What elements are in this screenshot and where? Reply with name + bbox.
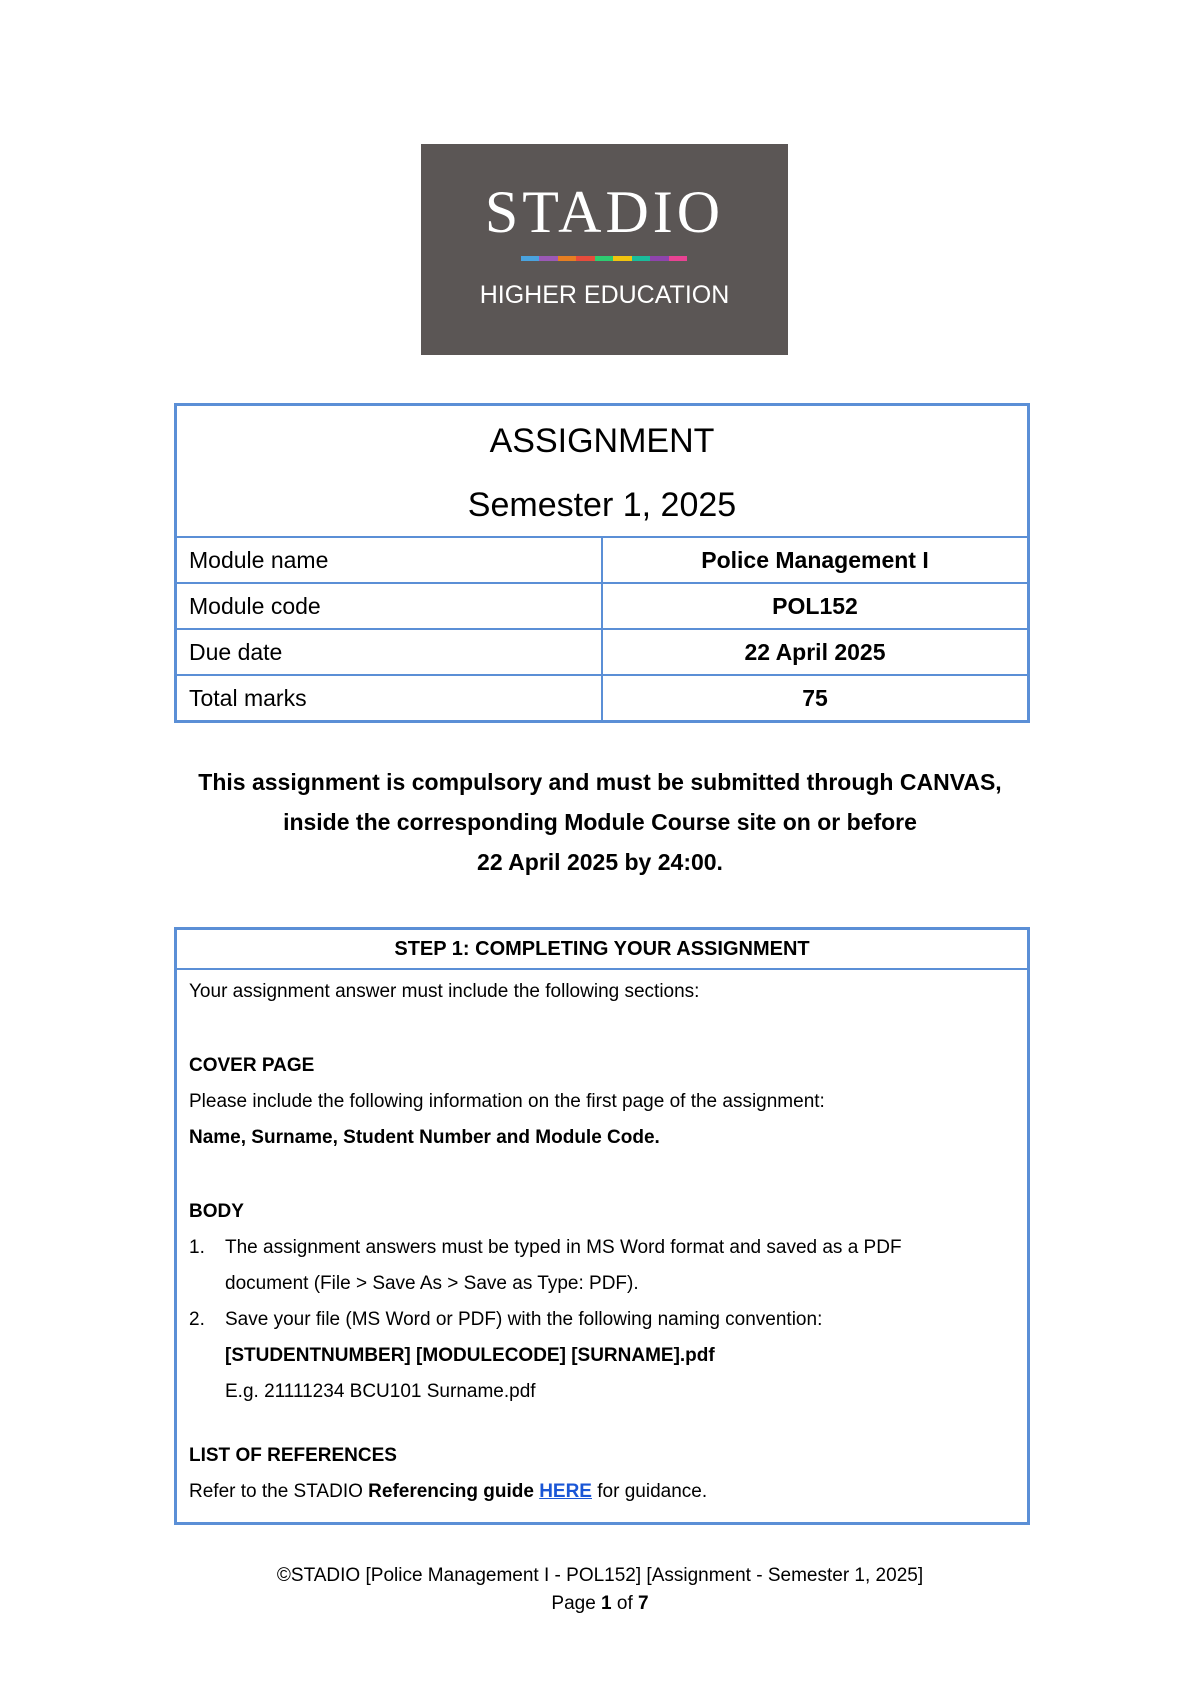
- footer-copyright: ©STADIO [Police Management I - POL152] [Assignment - Semester 1, 2025]: [276, 1565, 924, 1586]
- step1-title: STEP 1: COMPLETING YOUR ASSIGNMENT: [177, 930, 1027, 970]
- step1-content: [177, 970, 1027, 1510]
- step1-intro: Your assignment answer must include the following sections:: [189, 981, 700, 1002]
- step1-box: [174, 927, 1030, 1525]
- detail-row-total-marks: [177, 676, 1027, 722]
- detail-label: Total marks: [177, 676, 603, 722]
- assignment-header: [177, 406, 1027, 538]
- naming-convention: [STUDENTNUMBER] [MODULECODE] [SURNAME].pdf: [225, 1345, 715, 1366]
- stripe-segment: [632, 256, 650, 261]
- stripe-segment: [650, 256, 668, 261]
- stadio-logo: [421, 144, 788, 355]
- notice-line-1: This assignment is compulsory and must be submitted through CANVAS,: [198, 769, 1002, 795]
- submission-notice: [120, 762, 1080, 882]
- body-list-item: [189, 1302, 1015, 1410]
- stripe-segment: [613, 256, 631, 261]
- detail-row-due-date: [177, 630, 1027, 676]
- detail-label: Module name: [177, 538, 603, 582]
- refs-guide: Referencing guide: [368, 1481, 534, 1502]
- detail-label: Due date: [177, 630, 603, 674]
- detail-label: Module code: [177, 584, 603, 628]
- page-number: Page 1 of 7: [551, 1593, 649, 1614]
- references-text: [189, 1474, 1015, 1510]
- refs-suffix: for guidance.: [591, 1481, 708, 1502]
- cover-page-heading: COVER PAGE: [189, 1055, 315, 1076]
- stripe-segment: [539, 256, 557, 261]
- notice-line-2: inside the corresponding Module Course site on or before: [283, 809, 917, 835]
- detail-value: POL152: [772, 593, 858, 619]
- naming-example: E.g. 21111234 BCU101 Surname.pdf: [225, 1381, 536, 1402]
- logo-brand: STADIO: [484, 179, 725, 245]
- stripe-segment: [576, 256, 594, 261]
- cover-page-fields: Name, Surname, Student Number and Module Code.: [189, 1127, 660, 1148]
- logo-color-stripe: [521, 256, 687, 261]
- detail-value: Police Management I: [701, 547, 929, 573]
- body-heading: BODY: [189, 1201, 244, 1222]
- assignment-title: ASSIGNMENT: [489, 422, 715, 460]
- detail-value: 22 April 2025: [744, 639, 886, 665]
- referencing-guide-link[interactable]: HERE: [539, 1481, 592, 1502]
- list-item-line: The assignment answers must be typed in MS Word format and saved as a PDF: [225, 1237, 902, 1258]
- assignment-info-table: [174, 403, 1030, 723]
- list-item-line: Save your file (MS Word or PDF) with the following naming convention:: [225, 1309, 823, 1330]
- refs-prefix: Refer to the STADIO: [189, 1481, 369, 1502]
- page-footer: [0, 1562, 1200, 1618]
- stripe-segment: [595, 256, 613, 261]
- semester-label: Semester 1, 2025: [467, 486, 737, 524]
- body-list-item: [189, 1230, 1015, 1302]
- list-number: 2.: [189, 1309, 205, 1330]
- stripe-segment: [669, 256, 687, 261]
- logo-subtitle: HIGHER EDUCATION: [479, 281, 730, 309]
- notice-line-3: 22 April 2025 by 24:00.: [477, 849, 723, 875]
- list-item-line: document (File > Save As > Save as Type: PDF).: [225, 1273, 639, 1294]
- references-heading: LIST OF REFERENCES: [189, 1445, 397, 1466]
- list-number: 1.: [189, 1237, 205, 1258]
- detail-row-module-name: [177, 538, 1027, 584]
- stripe-segment: [521, 256, 539, 261]
- detail-value: 75: [802, 685, 828, 711]
- detail-row-module-code: [177, 584, 1027, 630]
- stripe-segment: [558, 256, 576, 261]
- cover-page-text: Please include the following information on the first page of the assignment:: [189, 1091, 825, 1112]
